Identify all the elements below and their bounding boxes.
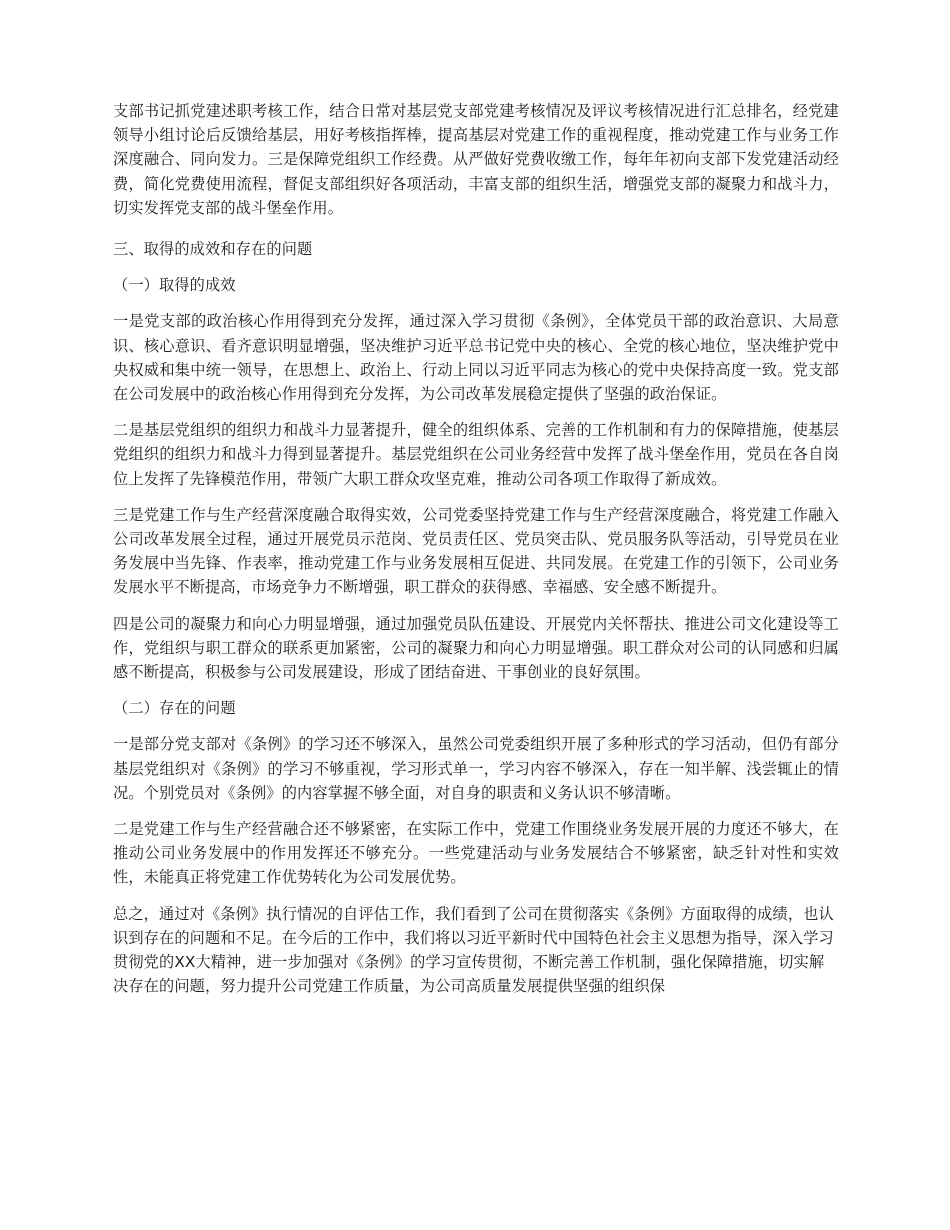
paragraph-achievement-four: 四是公司的凝聚力和向心力明显增强，通过加强党员队伍建设、开展党内关怀帮扶、推进公司文化建设等工作，党组织与职工群众的联系更加紧密，公司的凝聚力和向心力明显增强。职工群众对公司的认同感和归属感不断提高，积极参与公司发展建设，形成了团结奋进、干事创业的良好氛围。 [113,614,839,682]
paragraph-continued-intro: 支部书记抓党建述职考核工作，结合日常对基层党支部党建考核情况及评议考核情况进行汇总排名，经党建领导小组讨论后反馈给基层，用好考核指挥棒，提高基层对党建工作的重视程度，推动党建工作与业务工作深度融合、同向发力。三是保障党组织工作经费。从严做好党费收缴工作，每年年初向支部下发党建活动经费，简化党费使用流程，督促支部组织好各项活动，丰富支部的组织生活，增强党支部的凝聚力和战斗力，切实发挥党支部的战斗堡垒作用。 [113,102,839,217]
paragraph-conclusion: 总之，通过对《条例》执行情况的自评估工作，我们看到了公司在贯彻落实《条例》方面取得的成绩，也认识到存在的问题和不足。在今后的工作中，我们将以习近平新时代中国特色社会主义思想为指导，深入学习贯彻党的XX大精神，进一步加强对《条例》的学习宣传贯彻，不断完善工作机制，强化保障措施，切实解决存在的问题，努力提升公司党建工作质量，为公司高质量发展提供坚强的组织保 [113,904,834,996]
paragraph-problem-one: 一是部分党支部对《条例》的学习还不够深入，虽然公司党委组织开展了多种形式的学习活动，但仍有部分基层党组织对《条例》的学习不够重视，学习形式单一，学习内容不够深入，存在一知半解、浅尝辄止的情况。个别党员对《条例》的内容掌握不够全面，对自身的职责和义务认识不够清晰。 [113,735,839,802]
paragraph-achievement-two: 二是基层党组织的组织力和战斗力显著提升，健全的组织体系、完善的工作机制和有力的保障措施，使基层党组织的组织力和战斗力得到显著提升。基层党组织在公司业务经营中发挥了战斗堡垒作用，党员在各自岗位上发挥了先锋模范作用，带领广大职工群众攻坚克难，推动公司各项工作取得了新成效。 [113,421,839,488]
heading-subsection-one: （一）取得的成效 [113,276,236,295]
paragraph-achievement-one: 一是党支部的政治核心作用得到充分发挥，通过深入学习贯彻《条例》，全体党员干部的政治意识、大局意识、核心意识、看齐意识明显增强，坚决维护习近平总书记党中央的核心、全党的核心地位，坚决维护党中央权威和集中统一领导，在思想上、政治上、行动上同以习近平同志为核心的党中央保持高度一致。党支部在公司发展中的政治核心作用得到充分发挥，为公司改革发展稳定提供了坚强的政治保证。 [113,312,839,404]
heading-section-three: 三、取得的成效和存在的问题 [113,240,313,259]
paragraph-achievement-three: 三是党建工作与生产经营深度融合取得实效，公司党委坚持党建工作与生产经营深度融合，将党建工作融入公司改革发展全过程，通过开展党员示范岗、党员责任区、党员突击队、党员服务队等活动，引导党员在业务发展中当先锋、作表率，推动党建工作与业务发展相互促进、共同发展。在党建工作的引领下，公司业务发展水平不断提高，市场竞争力不断增强，职工群众的获得感、幸福感、安全感不断提升。 [113,505,839,597]
paragraph-problem-two: 二是党建工作与生产经营融合还不够紧密，在实际工作中，党建工作围绕业务发展开展的力度还不够大，在推动公司业务发展中的作用发挥还不够充分。一些党建活动与业务发展结合不够紧密，缺乏针对性和实效性，未能真正将党建工作优势转化为公司发展优势。 [113,820,839,887]
document-body [113,99,839,999]
heading-subsection-two: （二）存在的问题 [113,699,236,718]
